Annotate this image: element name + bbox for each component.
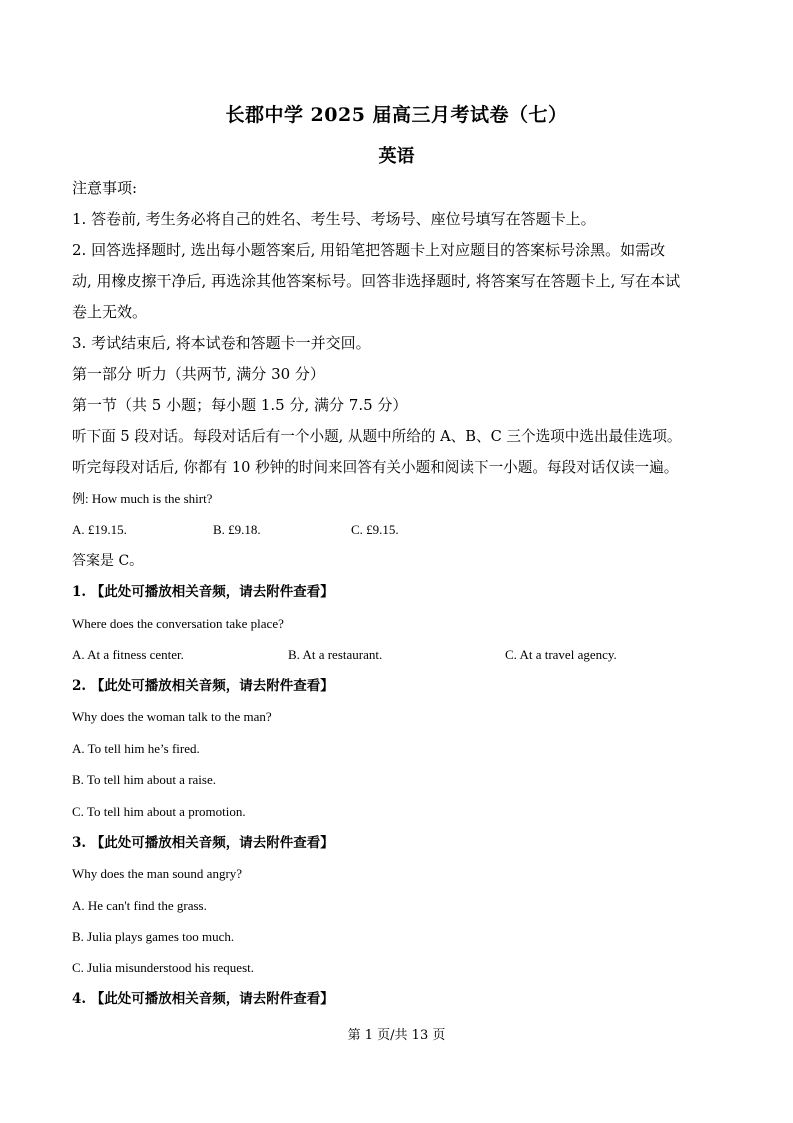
question-2-audio-label: 2. 【此处可播放相关音频，请去附件查看】 [72,678,334,694]
question-2-option-c: C. To tell him about a promotion. [72,804,246,819]
question-3-option-c: C. Julia misunderstood his request. [72,960,254,975]
section1-heading: 第一节（共 5 小题；每小题 1.5 分, 满分 7.5 分） [72,396,408,414]
example-option-b: B. £9.18. [213,522,261,537]
question-3-audio-label: 3. 【此处可播放相关音频，请去附件查看】 [72,835,334,851]
question-3-option-a: A. He can't find the grass. [72,898,207,913]
question-2-text: Why does the woman talk to the man? [72,709,272,724]
example-question: 例: How much is the shirt? [72,491,213,506]
question-3-option-b: B. Julia plays games too much. [72,929,235,944]
question-1-option-a: A. At a fitness center. [72,647,184,662]
example-answer: 答案是 C。 [72,553,144,569]
notice-item-2-line-2: 动, 用橡皮擦干净后, 再选涂其他答案标号。回答非选择题时, 将答案写在答题卡上, 写在本试 [72,272,681,290]
question-1-audio-label: 1. 【此处可播放相关音频，请去附件查看】 [72,584,334,600]
question-4-audio-label: 4. 【此处可播放相关音频，请去附件查看】 [72,991,334,1007]
question-1-text: Where does the conversation take place? [72,616,284,631]
question-1-option-c: C. At a travel agency. [505,647,617,662]
listening-instruction-line-2: 听完每段对话后, 你都有 10 秒钟的时间来回答有关小题和阅读下一小题。每段对话仅读一遍。 [72,459,679,476]
notice-item-1: 1. 答卷前, 考生务必将自己的姓名、考生号、考场号、座位号填写在答题卡上。 [72,210,596,228]
notice-item-2-line-3: 卷上无效。 [72,303,148,321]
page-number-footer: 第 1 页/共 13 页 [347,1028,446,1043]
notice-item-3: 3. 考试结束后, 将本试卷和答题卡一并交回。 [72,334,371,352]
exam-subject: 英语 [378,146,415,167]
exam-title: 长郡中学 2025 届高三月考试卷（七） [225,104,568,126]
question-3-text: Why does the man sound angry? [72,866,243,881]
question-2-option-b: B. To tell him about a raise. [72,772,216,787]
notice-heading: 注意事项: [72,179,138,197]
question-1-option-b: B. At a restaurant. [288,647,383,662]
notice-item-2-line-1: 2. 回答选择题时, 选出每小题答案后, 用铅笔把答题卡上对应题目的答案标号涂黑。如需改 [72,241,666,259]
listening-instruction-line-1: 听下面 5 段对话。每段对话后有一个小题, 从题中所给的 A、B、C 三个选项中选出最佳选项。 [72,428,682,445]
question-2-option-a: A. To tell him he’s fired. [72,741,200,756]
part1-heading: 第一部分 听力（共两节, 满分 30 分） [72,365,325,383]
example-option-a: A. £19.15. [72,522,127,537]
example-option-c: C. £9.15. [351,522,399,537]
